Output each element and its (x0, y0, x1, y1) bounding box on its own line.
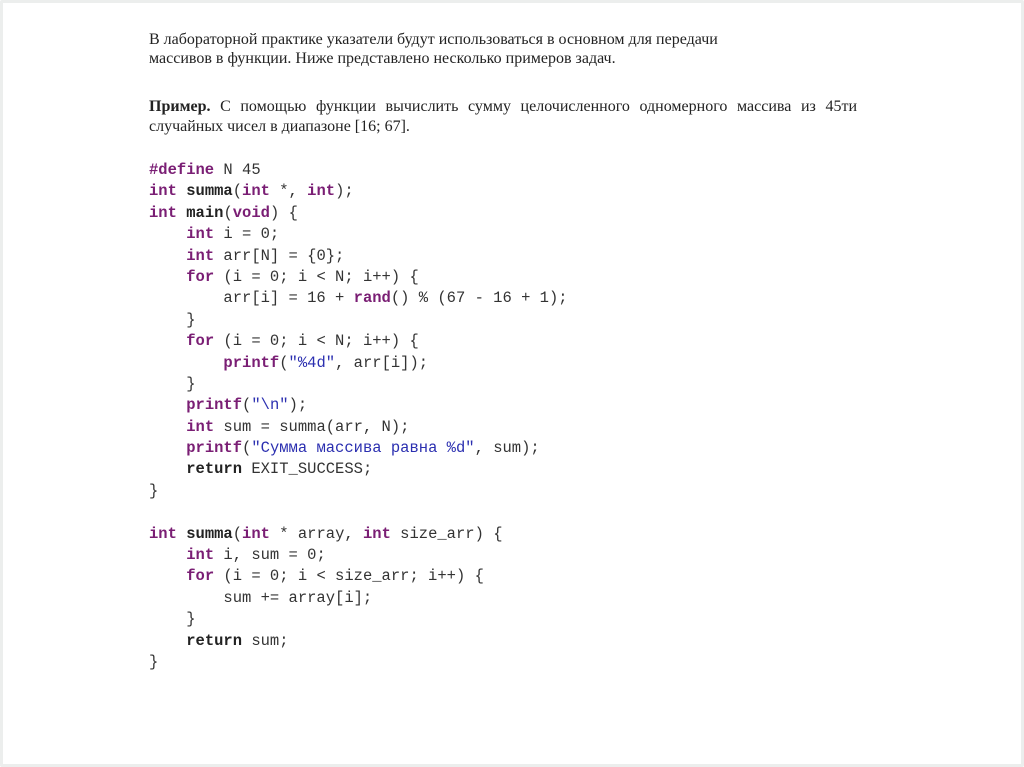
code-token: int (307, 182, 336, 201)
code-line (149, 160, 568, 181)
code-token (149, 546, 186, 564)
code-token: size_arr) { (390, 524, 503, 543)
task-text: С помощью функции вычислить сумму целочисленного одномерного массива из 45ти случайных чисел в диапазоне [16; 67]. (149, 98, 857, 135)
code-token (149, 460, 186, 478)
code-line (149, 588, 568, 609)
code-token: int (186, 417, 215, 436)
code-token: EXIT_SUCCESS; (242, 460, 373, 479)
code-line (149, 395, 568, 416)
task-label: Пример. (149, 98, 211, 115)
code-token: arr[i] = 16 + (149, 289, 354, 308)
code-token (149, 439, 186, 457)
code-token: summa (186, 182, 233, 201)
code-listing (149, 160, 568, 673)
code-token: } (149, 374, 196, 393)
code-line (149, 310, 568, 331)
code-token: i, sum = 0; (214, 546, 326, 565)
code-token: ); (335, 182, 354, 201)
code-line (149, 353, 568, 374)
code-token: void (232, 203, 270, 222)
code-token: ( (232, 182, 243, 201)
code-line (149, 502, 568, 523)
code-token: rand (353, 289, 391, 308)
code-token: return (186, 460, 243, 479)
code-line (149, 417, 568, 438)
code-line (149, 374, 568, 395)
code-token: int (149, 524, 177, 543)
code-token: "Сумма массива равна %d" (251, 439, 475, 458)
code-token: *, (269, 182, 308, 201)
code-line (149, 545, 568, 566)
code-token: int (186, 225, 215, 244)
code-token (149, 418, 186, 436)
code-line (149, 331, 568, 352)
code-line (149, 631, 568, 652)
code-line (149, 481, 568, 502)
code-token (177, 204, 186, 222)
code-token: ( (242, 439, 252, 458)
code-token: } (149, 652, 159, 671)
code-line (149, 524, 568, 545)
code-line (149, 181, 568, 202)
code-token: ) { (269, 203, 298, 222)
code-line (149, 267, 568, 288)
intro-paragraph (149, 30, 861, 68)
code-token (149, 396, 186, 414)
code-token: for (186, 567, 215, 586)
code-line (149, 224, 568, 245)
code-token (149, 332, 186, 350)
code-token: i = 0; (214, 225, 280, 244)
code-token: } (149, 481, 159, 500)
code-token: int (362, 524, 391, 543)
code-token: int (242, 182, 270, 201)
code-token: summa (186, 524, 233, 543)
code-token (149, 268, 186, 286)
code-token: sum = summa(arr, N); (214, 417, 410, 436)
code-token: ); (288, 396, 308, 415)
code-token: printf (223, 353, 280, 372)
code-token (177, 182, 186, 200)
code-token (149, 225, 186, 243)
intro-line-1: В лабораторной практике указатели будут использоваться в основном для передачи (149, 31, 718, 48)
intro-line-2: массивов в функции. Ниже представлено несколько примеров задач. (149, 50, 616, 67)
code-token: int (149, 203, 177, 222)
code-line (149, 652, 568, 673)
code-token: return (186, 631, 243, 650)
code-token: , arr[i]); (335, 353, 429, 372)
code-token: ( (223, 203, 233, 222)
code-token: N 45 (214, 161, 261, 179)
code-token: (i = 0; i < N; i++) { (214, 332, 419, 351)
code-token: #define (149, 161, 215, 179)
code-token (149, 354, 223, 372)
code-token: (i = 0; i < size_arr; i++) { (214, 567, 484, 586)
code-line (149, 203, 568, 224)
code-token: arr[N] = {0}; (214, 246, 345, 265)
code-token: (i = 0; i < N; i++) { (214, 267, 419, 286)
code-token: ( (232, 524, 243, 543)
code-token: } (149, 610, 196, 629)
code-token (149, 567, 186, 585)
code-token: "%4d" (288, 353, 336, 372)
code-token (149, 632, 186, 650)
code-token: * array, (269, 524, 363, 543)
code-token: () % (67 - 16 + 1); (390, 289, 568, 308)
code-line (149, 566, 568, 587)
code-line (149, 438, 568, 459)
code-token: ( (279, 353, 289, 372)
code-token (149, 247, 186, 265)
code-token: int (149, 182, 177, 201)
code-token: for (186, 267, 215, 286)
code-token: int (186, 546, 215, 565)
code-token: main (186, 203, 224, 222)
code-token: "\n" (251, 396, 289, 415)
code-token: sum; (242, 631, 289, 650)
code-token: sum += array[i]; (149, 588, 373, 607)
code-line (149, 246, 568, 267)
code-line (149, 459, 568, 480)
code-token (177, 525, 186, 543)
code-token: , sum); (474, 439, 540, 458)
code-token: int (242, 524, 270, 543)
code-token: printf (186, 396, 243, 415)
task-paragraph (149, 97, 857, 137)
code-line (149, 288, 568, 309)
code-token: printf (186, 439, 243, 458)
code-token: } (149, 310, 196, 329)
code-line (149, 609, 568, 630)
code-token: for (186, 332, 215, 351)
code-token: int (186, 246, 215, 265)
code-token: ( (242, 396, 252, 415)
